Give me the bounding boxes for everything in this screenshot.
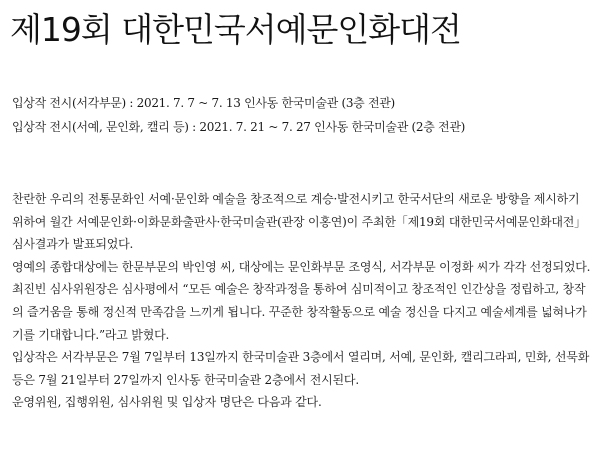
paragraph-judge-review: 최진빈 심사위원장은 심사평에서 “모든 예술은 창작과정을 통하여 심미적이고 창조적인 인간상을 정립하고, 창작의 즐거움을 통해 정신적 만족감을 느끼게 됩니다. 꾸준한 창작활동으로 예술 정신을 다지고 예술세계를 넓혀나가기를 기대합니다.”라고 밝혔다.: [12, 282, 587, 342]
article-body: [12, 188, 592, 414]
paragraph-exhibition-schedule: 입상작은 서각부문은 7월 7일부터 13일까지 한국미술관 3층에서 열리며, 서예, 문인화, 캘리그라피, 민화, 선묵화 등은 7월 21일부터 27일까지 인사동 한국미술관 2층에서 전시된다.: [12, 350, 590, 387]
exhibition-info-calligraphy: 입상작 전시(서예, 문인화, 캘리 등) : 2021. 7. 21 ~ 7. 27 인사동 한국미술관 (2층 전관): [12, 120, 466, 134]
page-title: 제19회 대한민국서예문인화대전: [10, 10, 461, 49]
paragraph-intro: 찬란한 우리의 전통문화인 서예·문인화 예술을 창조적으로 계승·발전시키고 한국서단의 새로운 방향을 제시하기 위하여 월간 서예문인화·이화문화출판사·한국미술관(관장 이홍연)이 주최한「제19회 대한민국서예문인화대전」심사결과가 발표되었다.: [12, 192, 586, 252]
paragraph-winners: 영예의 종합대상에는 한문부문의 박인영 씨, 대상에는 문인화부문 조영식, 서각부문 이정화 씨가 각각 선정되었다.: [12, 259, 591, 274]
exhibition-info-engraving: 입상작 전시(서각부문) : 2021. 7. 7 ~ 7. 13 인사동 한국미술관 (3층 전관): [12, 96, 395, 110]
paragraph-closing: 운영위원, 집행위원, 심사위원 및 입상자 명단은 다음과 같다.: [12, 395, 322, 410]
